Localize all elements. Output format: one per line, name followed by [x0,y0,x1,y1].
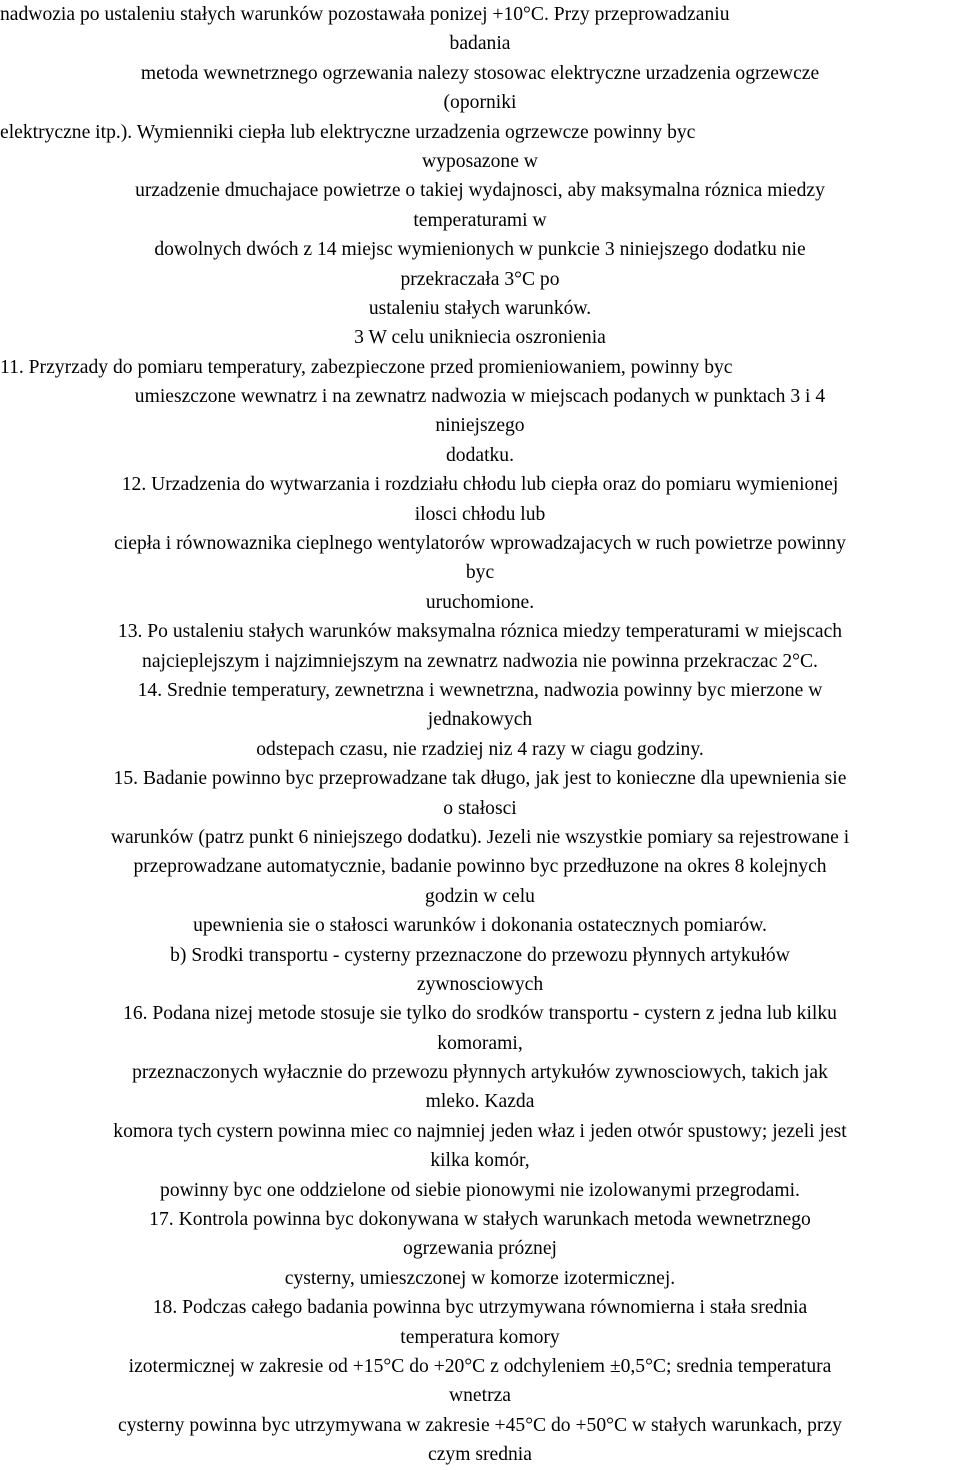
text-line: kilka komór, [430,1150,530,1172]
text-line: 17. Kontrola powinna byc dokonywana w stałych warunkach metoda wewnetrznego [149,1209,811,1231]
text-line: jednakowych [427,709,533,731]
text-line: elektryczne itp.). Wymienniki ciepła lub elektryczne urzadzenia ogrzewcze powinny byc [0,121,696,143]
text-line: ilosci chłodu lub [414,503,546,525]
text-line: izotermicznej w zakresie od +15°C do +20°C z odchyleniem ±0,5°C; srednia temperatura [128,1355,832,1377]
text-line: nadwozia po ustaleniu stałych warunków pozostawała ponizej +10°C. Przy przeprowadzaniu [0,4,730,25]
text-line: 15. Badanie powinno byc przeprowadzane tak długo, jak jest to konieczne dla upewnienia sie [113,768,847,790]
text-line: ciepła i równowaznika cieplnego wentylatorów wprowadzajacych w ruch powietrze powinny [114,533,846,555]
text-line: cysterny, umieszczonej w komorze izotermicznej. [284,1267,676,1289]
text-line: godzin w celu [425,885,535,907]
text-line: umieszczone wewnatrz i na zewnatrz nadwozia w miejscach podanych w punktach 3 i 4 [134,386,826,408]
text-line: temperatura komory [400,1326,560,1348]
text-line: dodatku. [445,444,515,466]
text-line: przekraczała 3°C po [400,268,560,290]
text-line: czym srednia [428,1444,532,1466]
text-line: b) Srodki transportu - cysterny przeznaczone do przewozu płynnych artykułów [170,944,790,966]
text-line: komora tych cystern powinna miec co najmniej jeden właz i jeden otwór spustowy; jezeli jest [113,1120,847,1142]
text-line: cysterny powinna byc utrzymywana w zakresie +45°C do +50°C w stałych warunkach, przy [118,1414,842,1436]
text-line: odstepach czasu, nie rzadziej niz 4 razy w ciagu godziny. [256,738,704,760]
text-line: 18. Podczas całego badania powinna byc utrzymywana równomierna i stała srednia [152,1297,808,1319]
text-line: ustaleniu stałych warunków. [368,297,592,319]
text-line: komorami, [437,1032,523,1054]
text-line: 14. Srednie temperatury, zewnetrzna i wewnetrzna, nadwozia powinny byc mierzone w [137,679,823,701]
text-line: mleko. Kazda [425,1091,535,1113]
text-line: byc [465,562,495,584]
text-line: dowolnych dwóch z 14 miejsc wymienionych w punkcie 3 niniejszego dodatku nie [154,239,806,261]
text-line: 12. Urzadzenia do wytwarzania i rozdziału chłodu lub ciepła oraz do pomiaru wymienionej [121,474,839,496]
text-line: uruchomione. [425,591,535,613]
text-line: upewnienia sie o stałosci warunków i dokonania ostatecznych pomiarów. [193,915,767,937]
text-line: o stałosci [443,797,517,819]
text-line: badania [449,33,511,55]
text-line: temperaturami w [413,209,547,231]
text-line: 11. Przyrzady do pomiaru temperatury, zabezpieczone przed promieniowaniem, powinny byc [0,356,733,378]
text-line: 3 W celu unikniecia oszronienia [354,327,606,349]
text-line: niniejszego [435,415,525,437]
text-line: wnetrza [448,1385,511,1407]
text-line: urzadzenie dmuchajace powietrze o takiej wydajnosci, aby maksymalna róznica miedzy [135,180,825,202]
text-line: 13. Po ustaleniu stałych warunków maksymalna róznica miedzy temperaturami w miejscach [117,621,843,643]
text-line: ogrzewania próznej [403,1238,557,1260]
text-line: (oporniki [443,92,517,114]
text-line: powinny byc one oddzielone od siebie pionowymi nie izolowanymi przegrodami. [160,1179,800,1201]
text-line: 16. Podana nizej metode stosuje sie tylko do srodków transportu - cystern z jedna lub kilku [123,1003,837,1025]
text-line: wyposazone w [422,150,538,172]
text-line: zywnosciowych [416,973,544,995]
text-line: warunków (patrz punkt 6 niniejszego dodatku). Jezeli nie wszystkie pomiary sa rejestrowane i [110,826,850,848]
text-line: najcieplejszym i najzimniejszym na zewnatrz nadwozia nie powinna przekraczac 2°C. [142,650,818,672]
text-line: przeznaczonych wyłacznie do przewozu płynnych artykułów zywnosciowych, takich jak [132,1062,828,1084]
text-line: przeprowadzane automatycznie, badanie powinno byc przedłuzone na okres 8 kolejnych [133,856,827,878]
text-line: metoda wewnetrznego ogrzewania nalezy stosowac elektryczne urzadzenia ogrzewcze [140,62,820,84]
